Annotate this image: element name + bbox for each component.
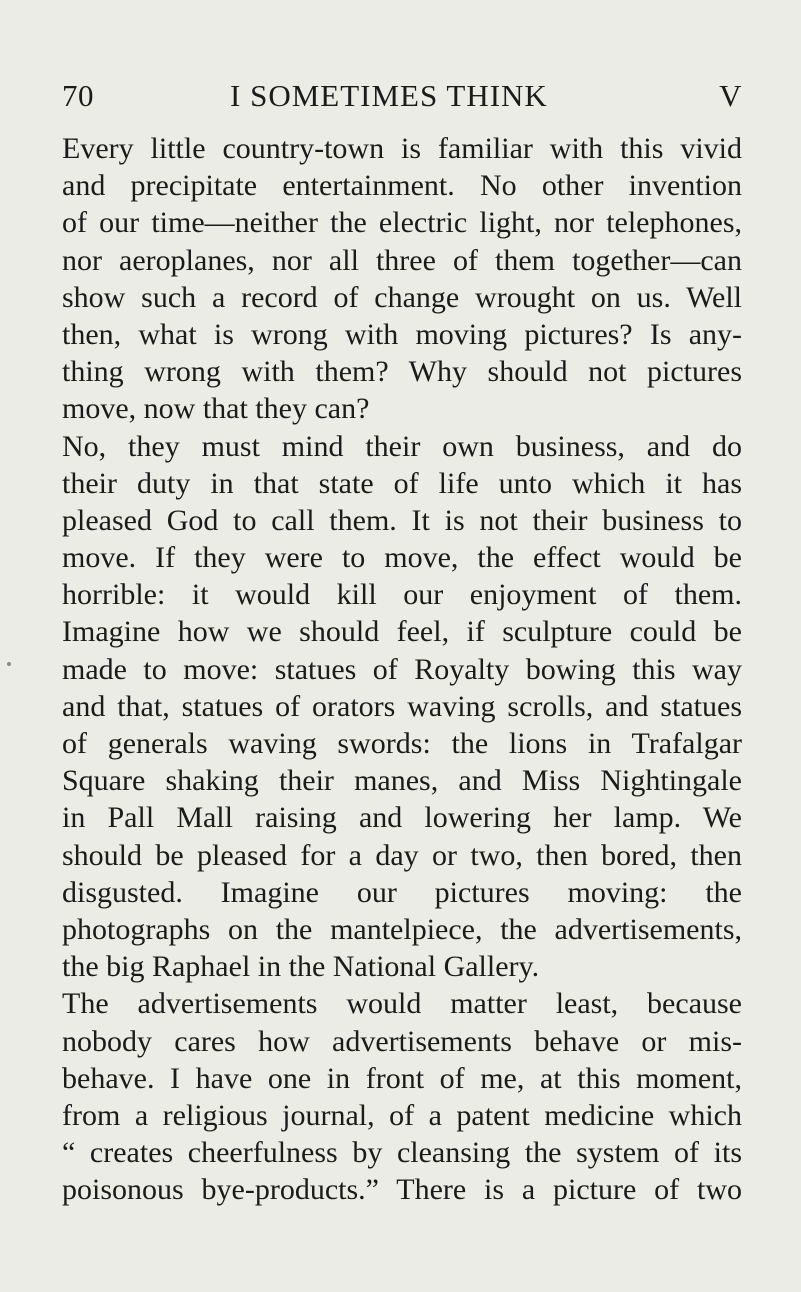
margin-speck — [7, 662, 11, 666]
text-line: Imagine how we should feel, if sculpture could be — [62, 615, 742, 649]
text-line: Every little country-town is familiar with this vivid — [62, 132, 742, 165]
text-line: of our time—neither the electric light, nor telephones, — [62, 206, 742, 240]
text-line: move, now that they can? — [62, 392, 370, 426]
text-line: show such a record of change wrought on us. Well — [62, 280, 742, 314]
text-line: their duty in that state of life unto which it has — [62, 466, 742, 500]
text-line: move. If they were to move, the effect would be — [62, 541, 742, 575]
section-mark: V — [719, 78, 742, 113]
text-line: nobody cares how advertisements behave or mis- — [62, 1024, 742, 1058]
text-line: should be pleased for a day or two, then bored, then — [62, 838, 742, 872]
text-line: the big Raphael in the National Gallery. — [62, 950, 540, 984]
text-line: and precipitate entertainment. No other invention — [62, 169, 742, 203]
text-line: No, they must mind their own business, and do — [62, 429, 742, 463]
text-line: poisonous bye-products.” There is a picture of two — [62, 1173, 742, 1207]
text-line: disgusted. Imagine our pictures moving: the — [62, 875, 742, 909]
text-line: The advertisements would matter least, because — [62, 987, 742, 1021]
running-header — [62, 78, 742, 118]
text-line: horrible: it would kill our enjoyment of them. — [62, 578, 742, 612]
text-line: in Pall Mall raising and lowering her lamp. We — [62, 801, 742, 835]
text-line: then, what is wrong with moving pictures? Is any- — [62, 317, 742, 351]
text-line: nor aeroplanes, nor all three of them together—can — [62, 243, 742, 277]
text-line: “ creates cheerfulness by cleansing the system of its — [62, 1136, 742, 1170]
page-number: 70 — [62, 78, 94, 113]
text-line: from a religious journal, of a patent medicine which — [62, 1098, 742, 1132]
text-line: photographs on the mantelpiece, the advertisements, — [62, 912, 742, 946]
text-line: behave. I have one in front of me, at this moment, — [62, 1061, 742, 1095]
text-line: Square shaking their manes, and Miss Nightingale — [62, 764, 742, 798]
text-line: and that, statues of orators waving scrolls, and statues — [62, 689, 742, 723]
text-line: of generals waving swords: the lions in Trafalgar — [62, 727, 742, 760]
body-text — [62, 130, 742, 1208]
running-title: I SOMETIMES THINK — [230, 78, 548, 113]
text-line: thing wrong with them? Why should not pictures — [62, 355, 742, 389]
text-line: pleased God to call them. It is not their business to — [62, 503, 742, 537]
text-line: made to move: statues of Royalty bowing this way — [62, 652, 742, 686]
